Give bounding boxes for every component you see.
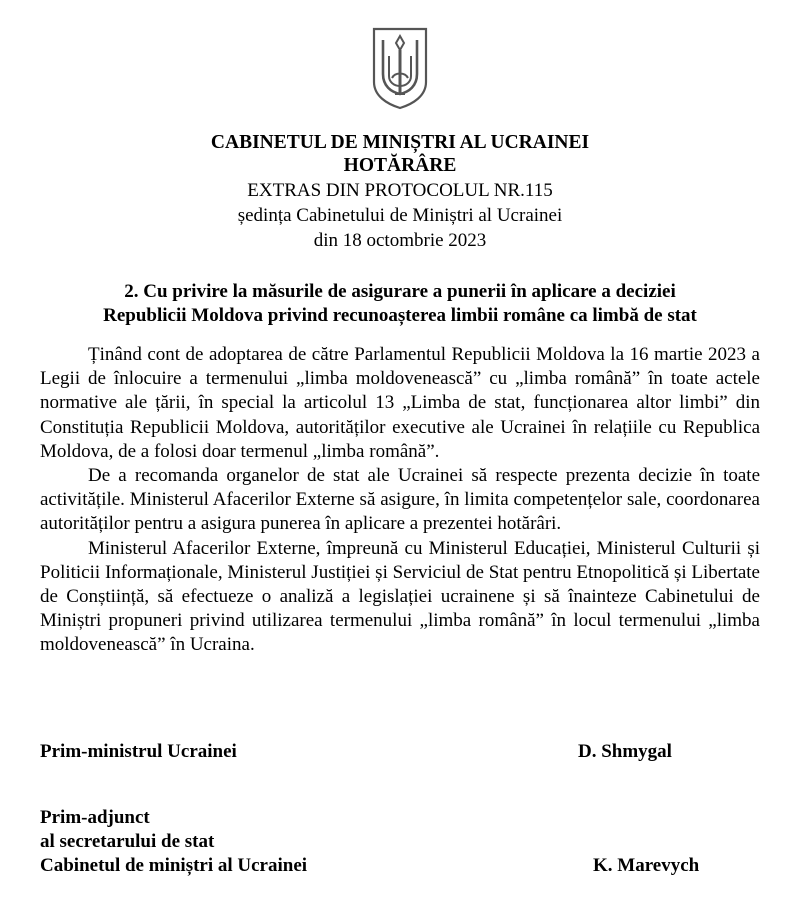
prime-minister-title: Prim-ministrul Ucrainei bbox=[40, 741, 237, 762]
organization-title: CABINETUL DE MINIȘTRI AL UCRAINEI bbox=[210, 132, 590, 153]
deputy-name: K. Marevych bbox=[593, 855, 700, 876]
subject-line-1: 2. Cu privire la măsurile de asigurare a punerii în aplicare a deciziei bbox=[124, 281, 676, 302]
session-line: ședința Cabinetului de Miniștri al Ucrainei bbox=[237, 205, 563, 226]
paragraph-1: Ținând cont de adoptarea de către Parlamentul Republicii Moldova la 16 martie 2023 a Legii de înlocuire a termenului „limba moldovenească” cu „limba română” în toate actele normative ale țării, în special la articolul 13 „Limba de stat, funcționarea altor limbi” din Constituția Republicii Moldova, autorităților executive ale Ucrainei în relațiile cu Republica Moldova, de a folosi doar termenul „limba română”. bbox=[40, 344, 760, 462]
deputy-title-line-2: al secretarului de stat bbox=[40, 831, 215, 852]
document-type: HOTĂRÂRE bbox=[343, 155, 457, 176]
document-date: din 18 octombrie 2023 bbox=[313, 230, 487, 251]
paragraph-3: Ministerul Afacerilor Externe, împreună cu Ministerul Educației, Ministerul Culturii și Politicii Informaționale, Ministerul Justiției și Serviciul de Stat pentru Etnopolitică și Libertate de Conștiință, să efectueze o analiză a legislației ucrainene și să înainteze Cabinetului de Miniștri propuneri privind utilizarea termenului „limba română” în locul termenului „limba moldovenească” în Ucraina. bbox=[40, 537, 760, 656]
decision-subject bbox=[40, 280, 760, 328]
deputy-title-line-1: Prim-adjunct bbox=[40, 807, 150, 828]
trident-coat-of-arms-icon bbox=[371, 26, 429, 110]
paragraph-2: De a recomanda organelor de stat ale Ucrainei să respecte prezenta decizie în toate activitățile. Ministerul Afacerilor Externe să asigure, în limita competențelor sale, coordonarea autorităților pentru a asigura punerea în aplicare a prezentei hotărâri. bbox=[40, 465, 760, 535]
subject-line-2: Republicii Moldova privind recunoașterea limbii române ca limbă de stat bbox=[103, 305, 697, 326]
prime-minister-name: D. Shmygal bbox=[578, 741, 672, 762]
decision-body bbox=[40, 343, 760, 658]
deputy-title-line-3: Cabinetul de miniștri al Ucrainei bbox=[40, 855, 308, 876]
protocol-extract: EXTRAS DIN PROTOCOLUL NR.115 bbox=[247, 180, 553, 201]
